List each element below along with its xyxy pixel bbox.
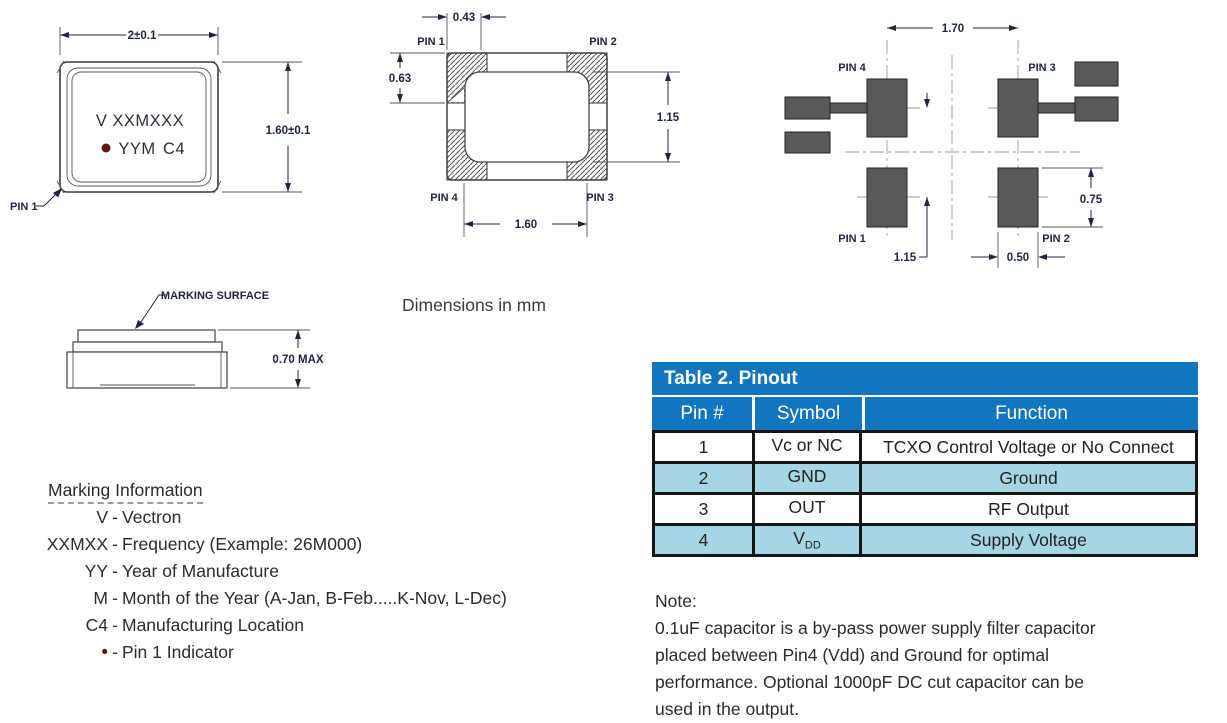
trace-right <box>1038 103 1075 113</box>
marking-surface-callout <box>135 290 269 329</box>
pinout-table-header <box>652 397 1198 430</box>
marking-item-separator: - <box>112 534 118 554</box>
marking-surface-label: MARKING SURFACE <box>160 290 270 302</box>
marking-item <box>36 531 566 558</box>
dim-label-pad-width: 0.43 <box>452 12 476 24</box>
marking-item-key: C4 <box>85 615 108 635</box>
pad-left-lower <box>785 132 830 153</box>
note-line: used in the output. <box>655 699 799 719</box>
land-pattern-pad-height-dimension <box>1042 168 1103 227</box>
marking-item-separator: - <box>112 507 118 527</box>
marking-item-key: M <box>93 588 108 608</box>
note-line: performance. Optional 1000pF DC cut capacitor can be <box>655 672 1084 692</box>
pad-right-outer <box>1075 97 1118 121</box>
dim-label-max-height: 0.70 MAX <box>272 354 324 366</box>
column-header-function: Function <box>865 397 1198 430</box>
top-view-height-dimension <box>222 62 311 192</box>
marking-item-key: V <box>96 507 108 527</box>
dim-label-pitch-y: 1.15 <box>893 252 917 264</box>
marking-information-block <box>36 480 566 666</box>
cell-pin: 2 <box>654 463 754 494</box>
dim-label-pad-width: 0.50 <box>1006 252 1030 264</box>
marking-item-key: XXMXX <box>46 534 108 554</box>
pin4-label: PIN 4 <box>838 62 866 74</box>
cell-pin: 1 <box>654 432 754 463</box>
note-block <box>655 588 1185 723</box>
cell-symbol: GND <box>754 463 861 494</box>
dim-label-pad-height: 0.75 <box>1079 194 1103 206</box>
marking-item-desc: Pin 1 Indicator <box>122 642 234 662</box>
table-row <box>654 525 1197 556</box>
cell-pin: 4 <box>654 525 754 556</box>
dimensions-in-mm-note: Dimensions in mm <box>402 295 546 315</box>
marking-item-separator: - <box>112 642 118 662</box>
land-pattern-pitch-x-dimension <box>887 23 1018 35</box>
column-header-symbol: Symbol <box>755 397 862 430</box>
pinout-table-body <box>652 430 1198 557</box>
side-view-drawing <box>55 278 355 398</box>
pin1-label: PIN 1 <box>838 233 866 245</box>
marking-information-title: Marking Information <box>36 480 566 504</box>
dim-label-body-width: 2±0.1 <box>127 30 157 42</box>
pin3-label: PIN 3 <box>1028 62 1056 74</box>
top-view-drawing <box>0 0 340 230</box>
marking-item-desc: Frequency (Example: 26M000) <box>122 534 363 554</box>
cell-function: Supply Voltage <box>861 525 1197 556</box>
cell-symbol: Vc or NC <box>754 432 861 463</box>
cell-symbol: $V_{DD}$ <box>754 525 861 556</box>
marking-c4-text: C4 <box>162 140 186 158</box>
top-view-pin1-callout <box>10 188 62 213</box>
land-pattern-drawing <box>775 0 1135 280</box>
dim-label-body-height: 1.60±0.1 <box>265 125 311 137</box>
marking-item <box>36 639 566 666</box>
table-row <box>654 432 1197 463</box>
side-view-height-dimension <box>218 330 324 388</box>
land-pattern-pads <box>785 62 1118 227</box>
marking-item <box>36 504 566 531</box>
note-line: placed between Pin4 (Vdd) and Ground for optimal <box>655 645 1049 665</box>
pinout-table <box>652 362 1198 557</box>
pin2-label: PIN 2 <box>1042 233 1070 245</box>
pad-pin4 <box>867 79 907 137</box>
pin2-label: PIN 2 <box>589 36 617 48</box>
side-view-body <box>67 330 227 388</box>
dim-label-pitch-x: 1.70 <box>941 23 965 35</box>
note-title: Note: <box>655 591 697 611</box>
bottom-view-drawing <box>360 0 690 245</box>
pad-pin1 <box>867 168 907 227</box>
marking-item <box>36 585 566 612</box>
dim-label-pad-pitch: 1.60 <box>514 219 538 231</box>
cell-symbol: OUT <box>754 494 861 525</box>
table-row <box>654 463 1197 494</box>
bottom-view-pad-height-dimension <box>389 53 445 103</box>
cavity-outline <box>465 72 589 162</box>
top-view-width-dimension <box>60 27 218 55</box>
marking-item-desc: Manufacturing Location <box>122 615 304 635</box>
table-row <box>654 494 1197 525</box>
pinout-table-title: Table 2. Pinout <box>652 362 1198 395</box>
pad-pin3 <box>998 79 1038 137</box>
cell-function: TCXO Control Voltage or No Connect <box>861 432 1197 463</box>
marking-item-desc: Vectron <box>122 507 182 527</box>
pad-left-outer <box>785 97 830 119</box>
marking-model-text: V XXMXXX <box>95 112 185 130</box>
pin4-label: PIN 4 <box>430 192 458 204</box>
marking-item-desc: Month of the Year (A-Jan, B-Feb.....K-Nov, L-Dec) <box>122 588 507 608</box>
marking-item-separator: - <box>112 615 118 635</box>
marking-item <box>36 612 566 639</box>
marking-item-separator: - <box>112 561 118 581</box>
cell-function: RF Output <box>861 494 1197 525</box>
marking-item-key: YY <box>84 561 108 581</box>
pin3-label: PIN 3 <box>586 192 614 204</box>
bottom-view-pads <box>447 53 607 180</box>
pin1-indicator-dot <box>102 144 111 153</box>
cell-pin: 3 <box>654 494 754 525</box>
trace-left <box>830 103 867 113</box>
note-line: 0.1uF capacitor is a by-pass power supply filter capacitor <box>655 618 1096 638</box>
marking-yym-text: YYM <box>118 140 156 158</box>
cell-function: Ground <box>861 463 1197 494</box>
bottom-view-pad-pitch-dimension <box>464 183 587 237</box>
column-header-pin: Pin # <box>652 397 752 430</box>
pad-pin2 <box>998 168 1038 227</box>
marking-item <box>36 558 566 585</box>
pin1-label: PIN 1 <box>10 201 38 213</box>
pin1-label: PIN 1 <box>417 36 445 48</box>
dim-label-pad-height: 0.63 <box>388 73 412 85</box>
pin1-indicator-bullet: • <box>101 642 108 663</box>
marking-item-desc: Year of Manufacture <box>122 561 279 581</box>
pad-right-upper <box>1075 62 1118 86</box>
dim-label-cavity-height: 1.15 <box>656 112 680 124</box>
marking-item-separator: - <box>112 588 118 608</box>
